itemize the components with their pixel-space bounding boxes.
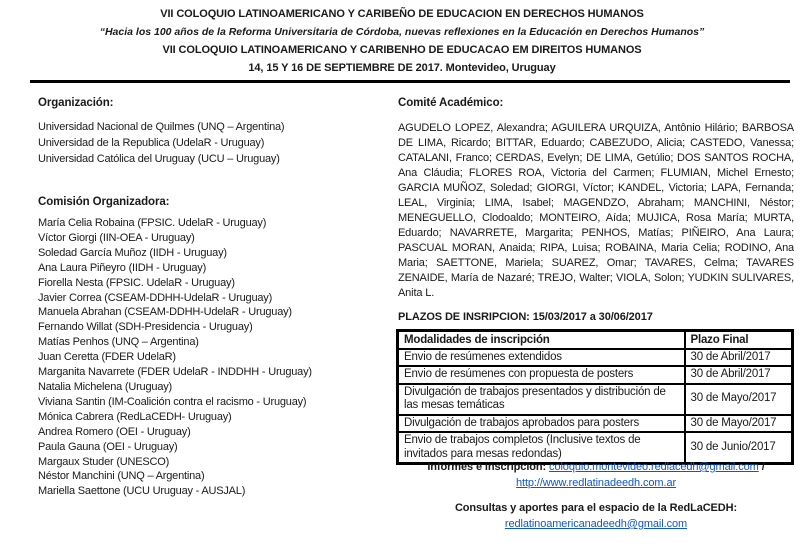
cell-deadline: 30 de Mayo/2017 bbox=[685, 415, 793, 433]
website-link[interactable]: http://www.redlatinadeedh.com.ar bbox=[515, 477, 677, 489]
commission-member-item: Marganita Navarrete (FDER UdelaR - INDDHH - Uruguay) bbox=[38, 366, 312, 379]
contact-info-label: Informes e inscripción: bbox=[427, 461, 547, 473]
consultation-email-link[interactable]: redlatinoamericanadeedh@gmail.com bbox=[504, 518, 688, 530]
commission-member-item: Ana Laura Piñeyro (IIDH - Uruguay) bbox=[38, 261, 207, 274]
date-location-line: 14, 15 Y 16 DE SEPTIEMBRE DE 2017. Montevideo, Uruguay bbox=[248, 62, 556, 74]
document-header bbox=[0, 5, 804, 77]
commission-member-item: María Celia Robaina (FPSIC. UdelaR - Uruguay) bbox=[38, 217, 267, 229]
header-divider bbox=[30, 80, 790, 83]
organization-item: Universidad Católica del Uruguay (UCU – Uruguay) bbox=[38, 153, 280, 165]
commission-member-item: Soledad García Muñoz (IIDH - Uruguay) bbox=[38, 246, 227, 259]
table-row bbox=[398, 415, 793, 433]
commission-member-item: Andrea Romero (OEI - Uruguay) bbox=[38, 425, 191, 438]
commission-member-item: Néstor Manchini (UNQ – Argentina) bbox=[38, 470, 205, 483]
commission-member-item: Fernando Willat (SDH-Presidencia - Uruguay) bbox=[38, 321, 253, 334]
contact-info-block bbox=[398, 459, 794, 491]
committee-heading: Comité Académico: bbox=[398, 97, 504, 109]
cell-deadline: 30 de Mayo/2017 bbox=[685, 384, 793, 415]
cell-modality: Divulgación de trabajos presentados y distribución de las mesas temáticas bbox=[398, 384, 685, 415]
deadlines-table bbox=[396, 329, 794, 465]
commission-member-list bbox=[38, 216, 312, 499]
committee-members-paragraph: AGUDELO LOPEZ, Alexandra; AGUILERA URQUIZA, Antônio Hilário; BARBOSA DE LIMA, Ricardo; BITTAR, Eduardo; CABEZUDO, Alicia; CASTEDO, Vanessa; CATALANI, Franco; CERDAS, Evelyn; DE LIMA, Getúlio; DOS SANTOS ROCHA, Ana Cláudia; FLORES ROA, Victoria del Carmen; FLUMIAN, Michel Ernesto; GARCIA MUÑOZ, Soledad; GIORGI, Víctor; KANDEL, Victoria; LAPA, Fernanda; LEAL, Virginia; LIMA, Isabel; MAGENDZO, Abraham; MANCHINI, Néstor; MENEGUELLO, Clodoaldo; MONTEIRO, Aída; MUJICA, Rosa María; MURTA, Eduardo; NAVARRETE, Margarita; PENHOS, Matías; PIÑEIRO, Ana Laura; PASCUAL MORAN, Anaida; RIPA, Luisa; ROBAINA, Maria Celia; RODINO, Ana Maria; SAETTONE, Mariela; SUAREZ, Omar; TAVARES, Celma; TAVARES ZENAIDE, María de Nazaré; TREJO, Walter; VIOLA, Solon; YUDKIN SULIVARES, Anita L. bbox=[398, 122, 794, 299]
table-row bbox=[398, 349, 793, 367]
organization-item: Universidad de la Republica (UdelaR - Uruguay) bbox=[38, 137, 265, 149]
title-spanish: VII COLOQUIO LATINOAMERICANO Y CARIBEÑO DE EDUCACION EN DERECHOS HUMANOS bbox=[160, 8, 644, 20]
consultation-label: Consultas y aportes para el espacio de la RedLaCEDH: bbox=[454, 502, 738, 514]
consultation-block bbox=[398, 500, 794, 532]
commission-heading: Comisión Organizadora: bbox=[38, 196, 170, 208]
cell-modality: Envio de resúmenes extendidos bbox=[398, 349, 685, 367]
commission-member-item: Víctor Giorgi (IIN-OEA - Uruguay) bbox=[38, 231, 195, 244]
table-header-row bbox=[398, 331, 793, 349]
organization-list bbox=[38, 119, 284, 167]
commission-member-item: Fiorella Nesta (FPSIC. UdelaR - Uruguay) bbox=[38, 276, 235, 289]
commission-member-item: Manuela Abrahan (CSEAM-DDHH-UdelaR - Uruguay) bbox=[38, 306, 292, 319]
cell-modality: Envio de trabajos completos (Inclusive textos de invitados para mesas redondas) bbox=[398, 432, 685, 464]
table-row bbox=[398, 366, 793, 384]
organization-item: Universidad Nacional de Quilmes (UNQ – Argentina) bbox=[38, 121, 285, 133]
organization-heading: Organización: bbox=[38, 97, 114, 109]
subtitle-quote: “Hacia los 100 años de la Reforma Universitaria de Córdoba, nuevas reflexiones en la Educación en Derechos Humanos” bbox=[99, 26, 705, 38]
commission-member-item: Juan Ceretta (FDER UdelaR) bbox=[38, 351, 176, 364]
table-header-modality: Modalidades de inscripción bbox=[398, 331, 685, 349]
cell-deadline: 30 de Junio/2017 bbox=[685, 432, 793, 464]
table-row bbox=[398, 384, 793, 415]
commission-member-item: Margaux Studer (UNESCO) bbox=[38, 455, 170, 468]
deadlines-title: PLAZOS DE INSRIPCION: 15/03/2017 a 30/06/2017 bbox=[398, 311, 653, 323]
title-portuguese: VII COLOQUIO LATINOAMERICANO Y CARIBENHO DE EDUCACAO EM DIREITOS HUMANOS bbox=[162, 44, 642, 56]
commission-member-item: Natalia Michelena (Uruguay) bbox=[38, 380, 172, 393]
link-separator: / bbox=[761, 461, 765, 473]
table-header-deadline: Plazo Final bbox=[685, 331, 793, 349]
commission-member-item: Mariella Saettone (UCU Uruguay - AUSJAL) bbox=[38, 485, 246, 498]
commission-member-item: Matías Penhos (UNQ – Argentina) bbox=[38, 336, 199, 349]
commission-member-item: Mónica Cabrera (RedLaCEDH- Uruguay) bbox=[38, 410, 232, 423]
cell-deadline: 30 de Abril/2017 bbox=[685, 349, 793, 367]
commission-member-item: Javier Correa (CSEAM-DDHH-UdelaR - Uruguay) bbox=[38, 291, 273, 304]
cell-modality: Envio de resúmenes con propuesta de posters bbox=[398, 366, 685, 384]
commission-member-item: Paula Gauna (OEI - Uruguay) bbox=[38, 440, 178, 453]
table-body bbox=[398, 349, 793, 464]
commission-member-item: Viviana Santin (IM-Coalición contra el racismo - Uruguay) bbox=[38, 395, 307, 408]
cell-modality: Divulgación de trabajos aprobados para posters bbox=[398, 415, 685, 433]
registration-email-link[interactable]: coloquio.montevideo.redlacedh@gmail.com bbox=[549, 461, 759, 473]
cell-deadline: 30 de Abril/2017 bbox=[685, 366, 793, 384]
